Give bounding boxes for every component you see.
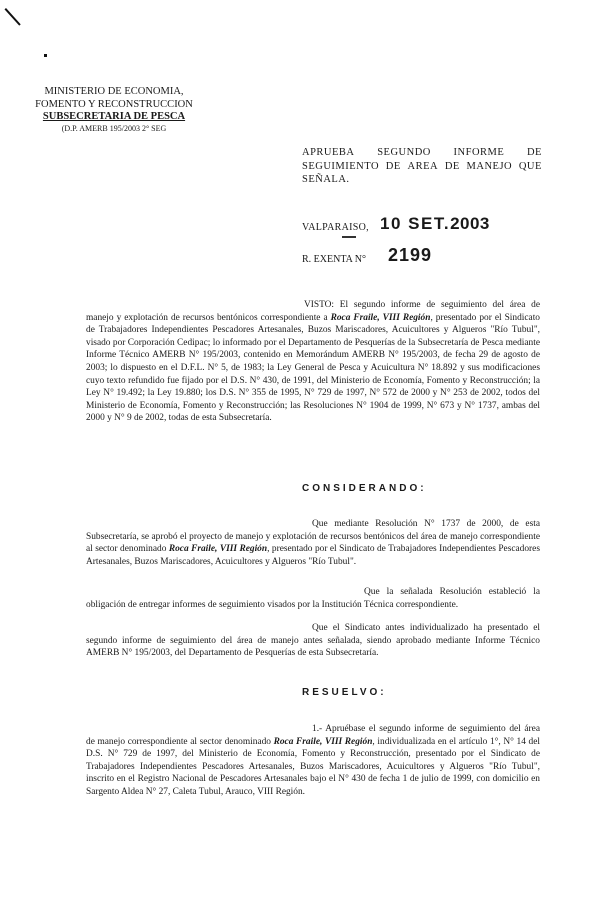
date-year: 2003 (450, 214, 490, 233)
title-word: SEGUIMIENTO (302, 160, 380, 172)
place-date (302, 214, 542, 240)
title-word: AREA (407, 160, 439, 172)
title-line-1 (302, 146, 542, 160)
resuelvo-item-number: 1.- (312, 724, 323, 734)
title-word: DE (385, 160, 401, 172)
issuer-ministry-cont: FOMENTO Y RECONSTRUCCION (35, 98, 193, 110)
resolution-number-line (302, 245, 542, 270)
title-word: MANEJO (466, 160, 513, 172)
issuer-subsecretariat: SUBSECRETARIA DE PESCA (42, 111, 186, 122)
title-word: APRUEBA (302, 147, 355, 158)
sector-name: Roca Fraile, VIII Región (168, 544, 268, 555)
scan-mark (342, 236, 356, 238)
resolution-number: 2199 (388, 245, 433, 265)
title-line-3: SEÑALA. (302, 174, 350, 185)
considerando-text: Que la señalada Resolución estableció la obligación de entregar informes de seguimiento visados por la Institución Técnica correspondiente. (86, 587, 540, 610)
title-word: DE (526, 147, 542, 158)
city-label: VALPARAISO, (302, 222, 369, 233)
considerando-text: Que mediante Resolución N° 1737 de 2000, de esta Subsecretaría, se aprobó el proyecto de manejo y explotación de recursos bentónicos del área de manejo correspondiente al sector denominado (86, 519, 540, 555)
considerando-paragraph-1 (86, 518, 540, 568)
date-stamp (380, 214, 490, 234)
issuer-ministry: MINISTERIO DE ECONOMIA, (44, 86, 184, 97)
issuer-reference: (D.P. AMERB 195/2003 2° SEG (61, 123, 167, 133)
visto-paragraph (86, 299, 540, 425)
sector-name: Roca Fraile, VIII Región (330, 312, 431, 323)
resuelvo-text: , individualizada en el artículo 1°, N° 14 del D.S. N° 729 de 1997, del Ministerio de Economía, Fomento y Reconstrucción, presentado por el Sindicato de Trabajadores Independientes Pescadores Artesanales, Buzos Mariscadores, Acuicultores y Algueros "Río Tubul", inscrito en el Registro Nacional de Pescadores Artesanales bajo el N° 430 de fecha 1 de julio de 1999, con domicilio en Sargento Aldea N° 27, Caleta Tubul, Arauco, VIII Región. (86, 736, 540, 797)
resuelvo-text: Apruébase el segundo informe de seguimiento del área de manejo correspondiente al sector denominado (86, 724, 540, 747)
scan-mark (5, 8, 21, 25)
considerando-text: Que el Sindicato antes individualizado ha presentado el segundo informe de seguimiento del área de manejo antes señalada, siendo aprobado mediante Informe Técnico AMERB N° 195/2003, del Departamento de Pesquerías de esta Subsecretaría. (86, 623, 540, 659)
visto-text: El segundo informe de seguimiento del área de manejo y explotación de recursos bentónicos correspondiente a (86, 300, 540, 323)
resolution-label: R. EXENTA N° (302, 254, 367, 265)
title-word: INFORME (453, 147, 505, 158)
sector-name: Roca Fraile, VIII Región (273, 736, 373, 747)
considerando-paragraph-2 (86, 586, 540, 611)
considerando-paragraph-3 (86, 622, 540, 660)
scan-mark (44, 54, 47, 57)
title-word: QUE (518, 160, 542, 172)
issuer-header (24, 86, 204, 134)
resuelvo-paragraph-1 (86, 723, 540, 799)
date-month: SET. (408, 214, 451, 233)
date-day: 10 (380, 214, 402, 233)
title-line-2 (302, 160, 542, 174)
document-title (302, 146, 542, 187)
title-word: SEGUNDO (377, 147, 431, 158)
title-word: DE (444, 160, 460, 172)
visto-text: , presentado por el Sindicato de Trabajadores Independientes Pescadores Artesanales, Buzos Mariscadores, Acuicultores y Algueros "Río Tubul", visado por Corporación Cedipac; lo informado por el Departamento de Pesquerías de la Subsecretaría de Pesca mediante Informe Técnico AMERB N° 195/2003, contenido en Memorándum AMERB N° 195/2003, de fecha 29 de agosto de 2003; lo dispuesto en el D.F.L. N° 5, de 1983; la Ley General de Pesca y Acuicultura N° 18.892 y sus modificaciones cuyo texto refundido fue fijado por el D.S. N° 430, de 1991, del Ministerio de Economía, Fomento y Reconstrucción; la Ley N° 19.492; la Ley 19.880; los D.S. N° 355 de 1995, N° 729 de 1997, N° 572 de 2000 y N° 253 de 2002, todos del Ministerio de Economía, Fomento y Reconstrucción; las Resoluciones N° 1904 de 1999, N° 673 y N° 1737, ambas del 2000 y N° 9 de 2002, todas de esta Subsecretaría. (86, 312, 540, 424)
considerando-heading: CONSIDERANDO: (302, 483, 427, 494)
considerando-text: , presentado por el Sindicato de Trabajadores Independientes Pescadores Artesanales, Buzos Mariscadores, Acuicultores y Algueros "Río Tubul". (86, 544, 540, 567)
visto-lead: VISTO: (304, 300, 335, 310)
resuelvo-heading: RESUELVO: (302, 687, 387, 698)
